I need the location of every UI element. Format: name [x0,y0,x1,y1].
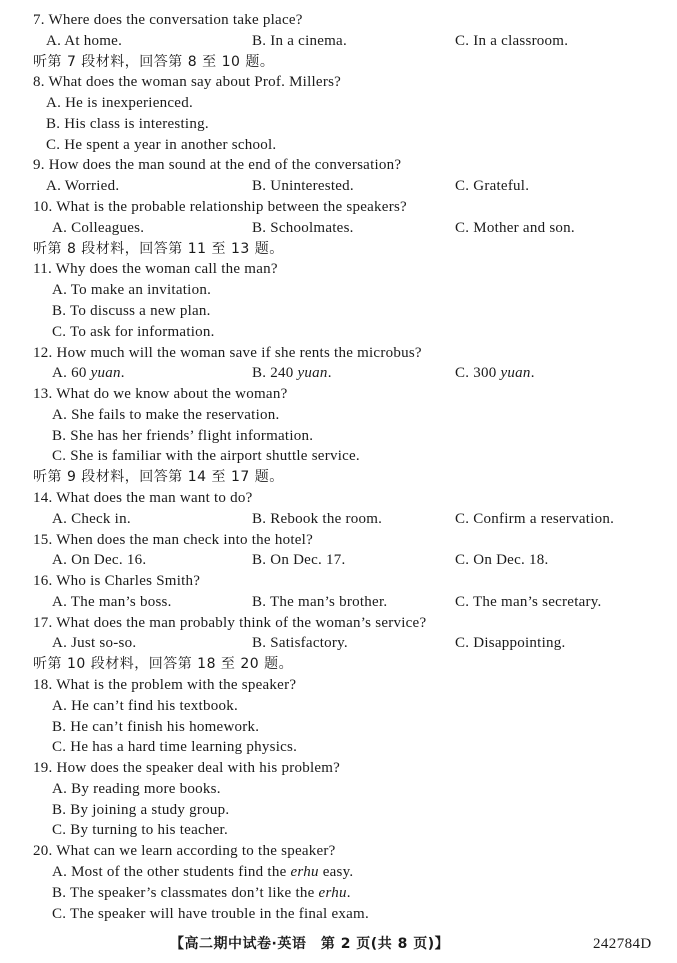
question-11-option-a: A. To make an invitation. [52,282,212,299]
section-header-10: 听第 10 段材料，回答第 18 至 20 题。 [33,656,294,673]
question-18-option-c: C. He has a hard time learning physics. [52,739,298,756]
question-9-option-b: B. Uninterested. [252,178,354,195]
question-12-option-a: A. 60 yuan. [52,365,125,382]
question-11-option-b: B. To discuss a new plan. [52,302,211,319]
italic-term: yuan [90,365,121,382]
question-list [0,10,677,924]
question-10-option-a: A. Colleagues. [52,219,145,236]
question-18-option-b: B. He can’t finish his homework. [52,718,260,735]
question-15-option-b: B. On Dec. 17. [252,552,346,569]
question-12-stem: 12. How much will the woman save if she rents the microbus? [33,344,422,361]
footer-title: 【高二期中试卷·英语 第 2 页(共 8 页)】 [170,936,450,952]
question-9-option-c: C. Grateful. [455,178,530,195]
question-20-stem: 20. What can we learn according to the speaker? [33,843,336,860]
question-15-stem: 15. When does the man check into the hotel? [33,531,313,548]
question-10-stem: 10. What is the probable relationship between the speakers? [33,199,407,216]
question-17-stem: 17. What does the man probably think of the woman’s service? [33,614,427,631]
italic-term: erhu [290,864,319,881]
question-13-stem: 13. What do we know about the woman? [33,386,288,403]
question-17-option-a: A. Just so-so. [52,635,137,652]
question-20-option-a: A. Most of the other students find the erhu easy. [52,864,354,881]
question-9-stem: 9. How does the man sound at the end of the conversation? [33,157,402,174]
question-20-option-c: C. The speaker will have trouble in the final exam. [52,905,369,922]
question-13-option-b: B. She has her friends’ flight information. [52,427,314,444]
italic-term: erhu [318,884,347,901]
question-9-option-a: A. Worried. [46,178,120,195]
question-8-stem: 8. What does the woman say about Prof. Millers? [33,74,342,91]
question-12-option-c: C. 300 yuan. [455,365,535,382]
question-12-option-b: B. 240 yuan. [252,365,332,382]
question-11-option-c: C. To ask for information. [52,323,215,340]
question-20-option-b: B. The speaker’s classmates don’t like the erhu. [52,884,351,901]
question-7-option-b: B. In a cinema. [252,32,347,49]
question-19-option-c: C. By turning to his teacher. [52,822,228,839]
question-18-option-a: A. He can’t find his textbook. [52,697,238,714]
question-14-option-c: C. Confirm a reservation. [455,510,615,527]
question-16-option-b: B. The man’s brother. [252,593,388,610]
question-18-stem: 18. What is the problem with the speaker? [33,677,297,693]
question-7-option-a: A. At home. [46,32,123,49]
question-15-option-c: C. On Dec. 18. [455,552,549,569]
italic-term: yuan [500,365,531,382]
question-16-stem: 16. Who is Charles Smith? [33,573,201,590]
question-14-stem: 14. What does the man want to do? [33,489,253,506]
question-14-option-b: B. Rebook the room. [252,510,383,527]
question-8-option-a: A. He is inexperienced. [46,95,193,112]
question-8-option-b: B. His class is interesting. [46,115,209,132]
question-7-stem: 7. Where does the conversation take place? [33,12,303,28]
footer-code: 242784D [593,936,652,952]
question-10-option-b: B. Schoolmates. [252,219,354,236]
italic-term: yuan [297,365,328,382]
section-header-8: 听第 8 段材料，回答第 11 至 13 题。 [33,240,284,257]
section-header-9: 听第 9 段材料，回答第 14 至 17 题。 [33,469,284,486]
question-8-option-c: C. He spent a year in another school. [46,136,277,153]
question-16-option-a: A. The man’s boss. [52,593,172,610]
question-15-option-a: A. On Dec. 16. [52,552,147,569]
question-13-option-c: C. She is familiar with the airport shuttle service. [52,448,360,465]
question-13-option-a: A. She fails to make the reservation. [52,406,280,423]
section-header-7: 听第 7 段材料，回答第 8 至 10 题。 [33,53,275,70]
question-19-option-b: B. By joining a study group. [52,801,230,818]
question-16-option-c: C. The man’s secretary. [455,593,602,610]
question-17-option-c: C. Disappointing. [455,635,566,652]
question-7-option-c: C. In a classroom. [455,32,569,49]
question-14-option-a: A. Check in. [52,510,131,527]
question-17-option-b: B. Satisfactory. [252,635,348,652]
question-19-stem: 19. How does the speaker deal with his problem? [33,760,341,777]
question-19-option-a: A. By reading more books. [52,780,221,797]
question-11-stem: 11. Why does the woman call the man? [33,261,278,278]
question-10-option-c: C. Mother and son. [455,219,575,236]
page-footer [0,934,677,954]
